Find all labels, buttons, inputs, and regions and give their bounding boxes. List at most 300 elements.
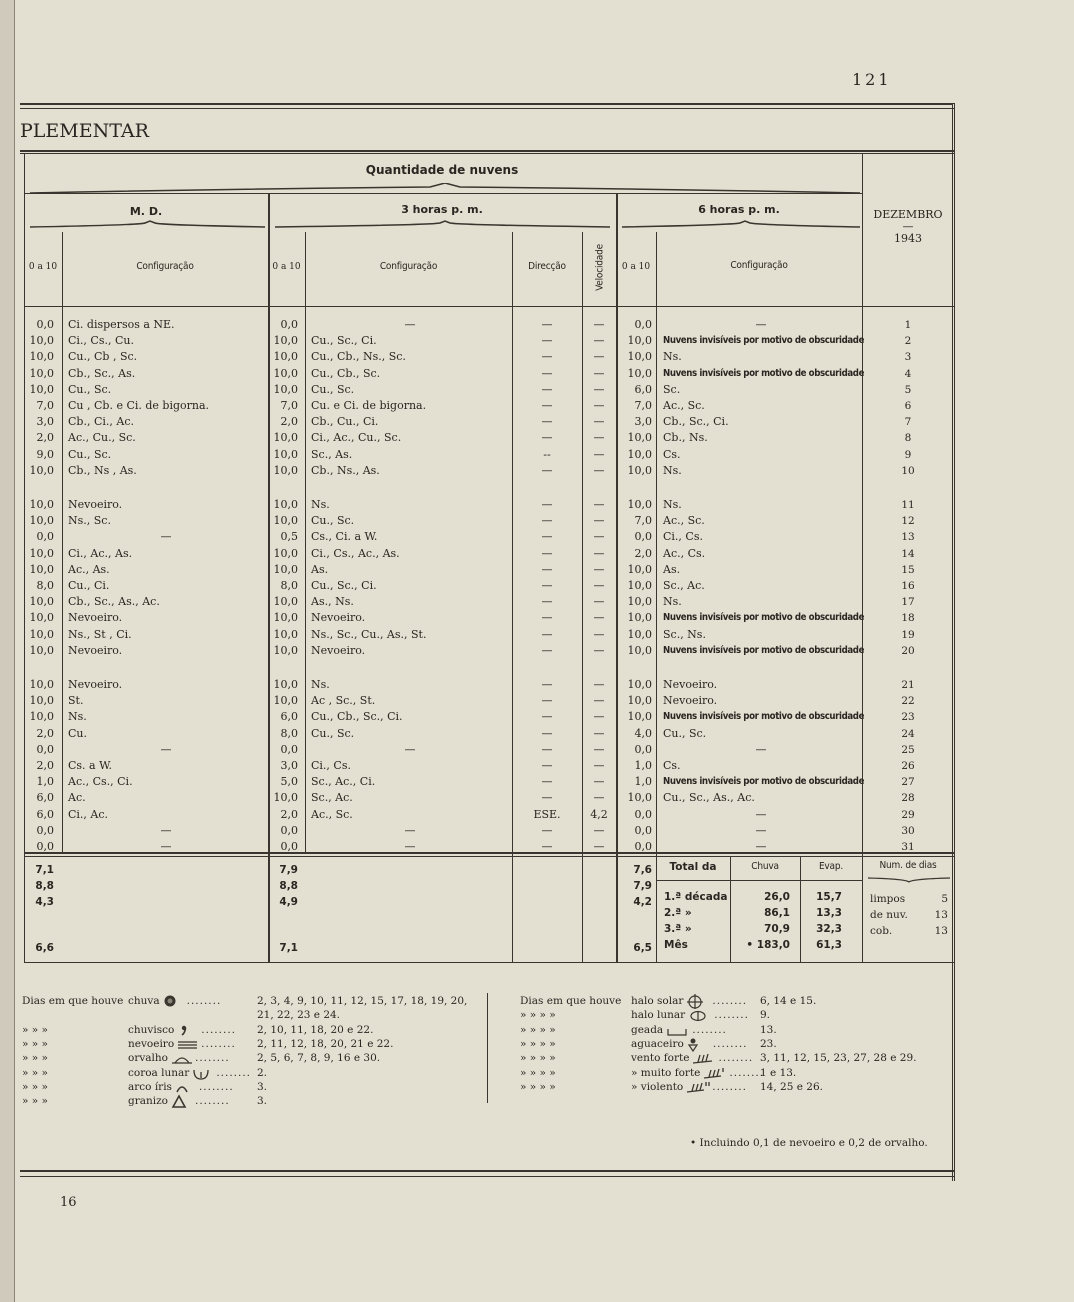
h6-config: Cb., Ns. [663, 431, 708, 445]
h3-value: 10,0 [273, 611, 298, 625]
h6-config: Ci., Cs. [663, 530, 703, 544]
h3-config: Cu., Cb., Sc., Ci. [311, 710, 403, 724]
h3-config: Ns., Sc., Cu., As., St. [311, 627, 427, 641]
legend-days: 2, 5, 6, 7, 8, 9, 16 e 30. [257, 1052, 381, 1065]
legend-days: 2, 11, 12, 18, 20, 21 e 22. [257, 1037, 394, 1050]
h3-value: 10,0 [273, 447, 298, 461]
legend-prefix: » » » » [520, 1066, 556, 1079]
h3-config: Cu. e Ci. de bigorna. [311, 399, 427, 412]
rain-header: Chuva [751, 861, 779, 872]
day-number: 1 [904, 319, 912, 331]
h3-value: 0,0 [280, 318, 298, 331]
day-number: 26 [901, 760, 915, 772]
h6-config: Ac., Sc. [663, 514, 705, 528]
h3-value: 10,0 [273, 678, 298, 691]
md-config: Ns., St , Ci. [68, 627, 132, 641]
h3-config: Ac , Sc., St. [311, 694, 376, 708]
md-value: 7,0 [36, 399, 54, 412]
h3-mean: 8,8 [279, 880, 298, 892]
direction: ESE. [533, 807, 561, 821]
direction: — [541, 463, 553, 477]
velocity: — [593, 611, 605, 625]
day-number: 3 [904, 351, 912, 364]
velocity: — [593, 318, 605, 331]
h6-config: — [755, 840, 767, 853]
h6-config: Cs. [663, 759, 681, 772]
h3-value: 3,0 [280, 759, 298, 772]
md-mean: 8,8 [35, 880, 54, 892]
legend-item [0, 1094, 1074, 1108]
md-value: 6,0 [36, 807, 54, 821]
day-number: 4 [904, 367, 912, 380]
table-row [0, 529, 1074, 545]
day-number: 10 [901, 464, 915, 477]
md-config: Cu., Ci. [68, 579, 110, 592]
legend-label: » muito forte [631, 1066, 701, 1079]
h6-config: Nevoeiro. [663, 678, 718, 691]
h3-value: 2,0 [280, 807, 298, 821]
legend-item [0, 1051, 1074, 1065]
h6-value: 10,0 [627, 579, 652, 592]
md-value: 10,0 [29, 498, 54, 511]
legend-item [0, 1066, 1074, 1080]
h6-config: Nuvens invisíveis por motivo de obscuridade [663, 367, 865, 379]
velocity: — [593, 415, 605, 429]
legend-days: 21, 22, 23 e 24. [257, 1009, 341, 1022]
leader-dots: ........ [718, 1052, 754, 1065]
h6-value: 0,0 [634, 807, 652, 821]
md-value: 8,0 [36, 579, 54, 592]
h3-config: Cb., Cu., Ci. [311, 415, 379, 429]
table-row [0, 774, 1074, 790]
legend-prefix: » » » [22, 1066, 48, 1079]
velocity: — [593, 514, 605, 528]
h6-config: Nuvens invisíveis por motivo de obscuridade [663, 711, 865, 723]
md-value: 1,0 [36, 775, 54, 789]
h6-value: 10,0 [627, 562, 652, 576]
h6-value: 10,0 [627, 643, 652, 657]
day-number: 29 [901, 808, 915, 821]
h6-config: — [755, 318, 767, 331]
md-value: 0,0 [36, 530, 54, 544]
md-config: — [160, 840, 172, 853]
table-bottom-rule [24, 962, 954, 963]
rain-value: 70,9 [764, 923, 790, 935]
footer-number: 16 [60, 1195, 77, 1210]
table-row [0, 726, 1074, 742]
legend-prefix: » » » » [520, 1052, 556, 1065]
md-config: Cu., Sc. [68, 382, 112, 396]
direction: — [541, 498, 553, 511]
md-config: Cb., Sc., As. [68, 366, 136, 380]
h6-value: 10,0 [627, 595, 652, 609]
md-value: 10,0 [29, 350, 54, 364]
legend-label: halo solar [631, 995, 684, 1007]
direction: — [541, 334, 553, 348]
h3-config: Ns. [311, 498, 330, 511]
md-scale-header: 0 a 10 [28, 262, 58, 272]
h6-mean: 7,6 [633, 864, 652, 876]
md-config: Cb., Ci., Ac. [68, 415, 134, 429]
velocity: — [593, 678, 605, 691]
h6-value: 1,0 [634, 759, 652, 772]
h6-config: Cb., Sc., Ci. [663, 415, 729, 429]
legend-prefix: » » » » [520, 1009, 556, 1022]
h6-config: Sc., Ac. [663, 579, 705, 592]
legend-days: 2, 3, 4, 9, 10, 11, 12, 15, 17, 18, 19, 20, [257, 995, 468, 1007]
h6-config: — [755, 742, 767, 756]
velocity: — [593, 447, 605, 461]
h6-value: 10,0 [627, 431, 652, 445]
h3-value: 10,0 [273, 595, 298, 609]
month-dash: — [902, 220, 914, 233]
h3-config: — [404, 742, 416, 756]
h6-mean: 7,9 [633, 880, 652, 892]
md-config: — [160, 742, 172, 756]
table-row [0, 677, 1074, 693]
h3-config: Ci., Cs., Ac., As. [311, 546, 400, 560]
legend-days: 13. [760, 1023, 777, 1036]
h3-config: — [404, 840, 416, 853]
days-value: 13 [934, 909, 948, 921]
direction: — [541, 562, 553, 576]
section-title: PLEMENTAR [20, 120, 149, 142]
md-value: 6,0 [36, 791, 54, 805]
legend-label: geada [631, 1023, 664, 1036]
direction: — [541, 694, 553, 708]
h6-config: Cu., Sc. [663, 726, 707, 740]
table-row [0, 709, 1074, 725]
h3-config: Cu., Cb., Ns., Sc. [311, 350, 406, 364]
direction: — [541, 775, 553, 789]
total-label: 1.ª década [664, 891, 728, 903]
h6-config: Ac., Cs. [663, 546, 706, 560]
legend-prefix: » » » [22, 1080, 48, 1093]
h3-config: Cu., Sc. [311, 726, 355, 740]
leader-dots: ........ [201, 1037, 236, 1050]
rain-value: • 183,0 [746, 939, 790, 951]
day-number: 27 [901, 776, 915, 789]
h3-config: Nevoeiro. [311, 611, 366, 625]
h3-mean: 4,9 [279, 896, 298, 908]
md-value: 10,0 [29, 366, 54, 380]
h6-config: Ns. [663, 350, 682, 364]
legend-item [0, 1023, 1074, 1037]
md-value: 10,0 [29, 562, 54, 576]
h6-config: Sc., Ns. [663, 627, 706, 641]
h6-config: Nuvens invisíveis por motivo de obscuridade [663, 335, 865, 347]
md-value: 10,0 [29, 382, 54, 396]
day-number: 12 [901, 515, 915, 528]
md-value: 10,0 [29, 463, 54, 477]
h3-scale-header: 0 a 10 [272, 262, 301, 272]
md-config: Nevoeiro. [68, 611, 123, 625]
md-value: 10,0 [29, 710, 54, 724]
days-label: limpos [870, 893, 906, 905]
h6-config: Nuvens invisíveis por motivo de obscuridade [663, 776, 865, 788]
velocity: — [593, 759, 605, 772]
year-header: 1943 [894, 232, 922, 245]
h6-value: 0,0 [634, 318, 652, 331]
md-header: M. D. [129, 205, 163, 218]
velocity: — [593, 595, 605, 609]
table-row [0, 807, 1074, 823]
h6-value: 10,0 [627, 447, 652, 461]
md-value: 10,0 [29, 643, 54, 657]
h6-value: 10,0 [627, 350, 652, 364]
day-number: 23 [901, 711, 915, 724]
h6-config: Nuvens invisíveis por motivo de obscuridade [663, 612, 865, 624]
velocity: 4,2 [590, 807, 608, 821]
h3-value: 0,0 [280, 823, 298, 837]
legend-days: 6, 14 e 15. [760, 995, 817, 1007]
md-config: Cb., Ns , As. [68, 463, 137, 477]
legend-prefix: » » » [22, 1052, 48, 1065]
h3-config: Ns. [311, 678, 330, 691]
velocity-header: Velocidade [594, 244, 606, 291]
leader-dots: ........ [692, 1023, 727, 1036]
md-value: 9,0 [36, 447, 54, 461]
legend-label: vento forte [631, 1052, 690, 1065]
evap-value: 61,3 [816, 939, 842, 951]
direction: — [541, 710, 553, 724]
md-config-header: Configuração [136, 261, 194, 272]
hail-icon [171, 1094, 197, 1113]
day-number: 17 [901, 596, 915, 609]
md-config: Cu. [68, 726, 87, 740]
md-value: 10,0 [29, 546, 54, 560]
md-config: Cu., Sc. [68, 447, 112, 461]
h6-value: 10,0 [627, 710, 652, 724]
h6-config: As. [663, 562, 681, 576]
legend-label: chuvisco [128, 1023, 175, 1036]
legend-prefix: » » » [22, 1095, 48, 1108]
md-config: Cu , Cb. e Ci. de bigorna. [68, 399, 210, 412]
velocity: — [593, 643, 605, 657]
md-config: Nevoeiro. [68, 643, 123, 657]
total-label: Mês [664, 939, 688, 951]
md-config: Nevoeiro. [68, 678, 123, 691]
table-row [0, 513, 1074, 529]
md-config: Ns. [68, 710, 87, 724]
direction: — [541, 759, 553, 772]
evap-header: Evap. [818, 861, 844, 872]
h6-value: 10,0 [627, 334, 652, 348]
direction: -- [543, 447, 551, 461]
legend-days: 1 e 13. [760, 1066, 797, 1079]
direction: — [541, 530, 553, 544]
h3-value: 8,0 [280, 579, 298, 592]
month-header: DEZEMBRO [873, 208, 943, 221]
day-number: 22 [901, 695, 915, 708]
h3-config: Ci., Ac., Cu., Sc. [311, 431, 402, 445]
leader-dots: ........ [194, 1052, 230, 1065]
table-row [0, 643, 1074, 659]
md-value: 0,0 [36, 823, 54, 837]
h6-value: 4,0 [634, 726, 652, 740]
legend-label: » violento [631, 1080, 684, 1093]
day-number: 9 [904, 448, 912, 461]
h6-mean: 4,2 [633, 896, 652, 908]
day-number: 24 [901, 727, 915, 740]
footnote: • Incluindo 0,1 de nevoeiro e 0,2 de orvalho. [690, 1137, 928, 1149]
h6-value: 10,0 [627, 694, 652, 708]
direction: — [541, 611, 553, 625]
day-number: 2 [904, 335, 912, 348]
h3-config: As., Ns. [311, 595, 354, 609]
md-value: 10,0 [29, 334, 54, 348]
h3-config: As. [311, 562, 329, 576]
md-value: 3,0 [36, 415, 54, 429]
legend-label: aguaceiro [631, 1037, 684, 1050]
h3-value: 10,0 [273, 498, 298, 511]
direction: — [541, 350, 553, 364]
legend-label: halo lunar [631, 1009, 686, 1022]
md-value: 10,0 [29, 514, 54, 528]
legend-item [0, 1080, 1074, 1094]
table-row [0, 742, 1074, 758]
h3-value: 10,0 [273, 791, 298, 805]
page-bottom-rule-2 [20, 1176, 955, 1177]
h3-config: Cb., Ns., As. [311, 463, 380, 477]
h3-config: Cu., Sc. [311, 382, 355, 396]
h3-value: 10,0 [273, 382, 298, 396]
md-value: 10,0 [29, 694, 54, 708]
h3-config: — [404, 318, 416, 331]
h6-config: Sc. [663, 382, 681, 396]
legend-label: orvalho [128, 1052, 168, 1065]
table-row [0, 317, 1074, 333]
h3-config: Cu., Sc., Ci. [311, 334, 377, 348]
direction: — [541, 742, 553, 756]
day-number: 5 [904, 383, 912, 396]
title-rule [20, 150, 955, 152]
h3-value: 0,0 [280, 742, 298, 756]
table-row [0, 823, 1074, 839]
h3-config: Cu., Cb., Sc. [311, 366, 381, 380]
days-brace [868, 876, 950, 884]
table-row [0, 398, 1074, 414]
table-row [0, 627, 1074, 643]
h3-value: 2,0 [280, 415, 298, 429]
velocity: — [593, 562, 605, 576]
table-row [0, 366, 1074, 382]
h3-config: Cs., Ci. a W. [311, 530, 378, 544]
legend-days: 3. [257, 1095, 268, 1108]
legend-days: 2. [257, 1066, 268, 1079]
h6-value: 7,0 [634, 399, 652, 412]
day-number: 20 [901, 644, 915, 657]
table-row [0, 594, 1074, 610]
table-row [0, 578, 1074, 594]
velocity: — [593, 710, 605, 724]
legend-prefix: » » » [22, 1037, 48, 1050]
direction: — [541, 382, 553, 396]
legend-label: nevoeiro [128, 1037, 175, 1050]
h6-config: — [755, 823, 767, 837]
h6-value: 3,0 [634, 415, 652, 429]
day-number: 16 [901, 580, 915, 592]
velocity: — [593, 498, 605, 511]
direction: — [541, 399, 553, 412]
evap-value: 13,3 [816, 907, 842, 919]
md-config: Ns., Sc. [68, 514, 111, 528]
violent-wind-icon [686, 1080, 712, 1099]
table-row [0, 430, 1074, 446]
h6-value: 0,0 [634, 823, 652, 837]
h6-config: — [755, 807, 767, 821]
legend-prefix: Dias em que houve [22, 995, 124, 1007]
md-config: Ci. dispersos a NE. [68, 318, 175, 331]
leader-dots: ........ [729, 1066, 765, 1079]
table-row [0, 382, 1074, 398]
direction: — [541, 318, 553, 331]
h6-scale-header: 0 a 10 [621, 262, 651, 272]
legend-days: 23. [760, 1037, 777, 1050]
legend-item [0, 994, 1074, 1008]
table-row [0, 693, 1074, 709]
h3-value: 10,0 [273, 694, 298, 708]
day-number: 15 [901, 563, 915, 576]
md-value: 2,0 [36, 759, 54, 772]
velocity: — [593, 823, 605, 837]
md-value: 0,0 [36, 840, 54, 853]
direction: — [541, 366, 553, 380]
header-bottom-rule [24, 306, 954, 307]
velocity: — [593, 382, 605, 396]
legend-prefix: Dias em que houve [520, 995, 622, 1007]
days-label: cob. [870, 925, 893, 937]
days-label: de nuv. [870, 909, 908, 921]
md-value: 10,0 [29, 611, 54, 625]
h3-value: 10,0 [273, 562, 298, 576]
velocity: — [593, 546, 605, 560]
direction: — [541, 579, 553, 592]
legend-prefix: » » » » [520, 1037, 556, 1050]
h6-config: Ac., Sc. [663, 399, 705, 412]
legend-label: arco íris [128, 1080, 172, 1093]
table-row [0, 839, 1074, 855]
velocity: — [593, 726, 605, 740]
legend-label: chuva [128, 995, 160, 1007]
legend-label: coroa lunar [128, 1066, 190, 1079]
velocity: — [593, 840, 605, 853]
h3-value: 0,5 [280, 530, 298, 544]
direction: — [541, 415, 553, 429]
h3-config: Sc., Ac., Ci. [311, 775, 376, 789]
days-value: 13 [934, 925, 948, 937]
md-value: 0,0 [36, 742, 54, 756]
h3-config: Ac., Sc. [311, 807, 353, 821]
velocity: — [593, 775, 605, 789]
total-label: 2.ª » [664, 907, 692, 919]
h6-config: Ns. [663, 498, 682, 511]
h6-value: 7,0 [634, 514, 652, 528]
h6-value: 10,0 [627, 366, 652, 380]
day-number: 14 [901, 547, 915, 560]
h6-config: Ns. [663, 595, 682, 609]
md-value: 0,0 [36, 318, 54, 331]
direction: — [541, 840, 553, 853]
title-rule-2 [20, 153, 955, 154]
legend-item [0, 1037, 1074, 1051]
md-mean: 7,1 [35, 864, 54, 876]
h3-value: 10,0 [273, 546, 298, 560]
direction: — [541, 595, 553, 609]
direction: — [541, 643, 553, 657]
h3-config: Sc., Ac. [311, 791, 353, 805]
day-number: 31 [901, 841, 915, 853]
